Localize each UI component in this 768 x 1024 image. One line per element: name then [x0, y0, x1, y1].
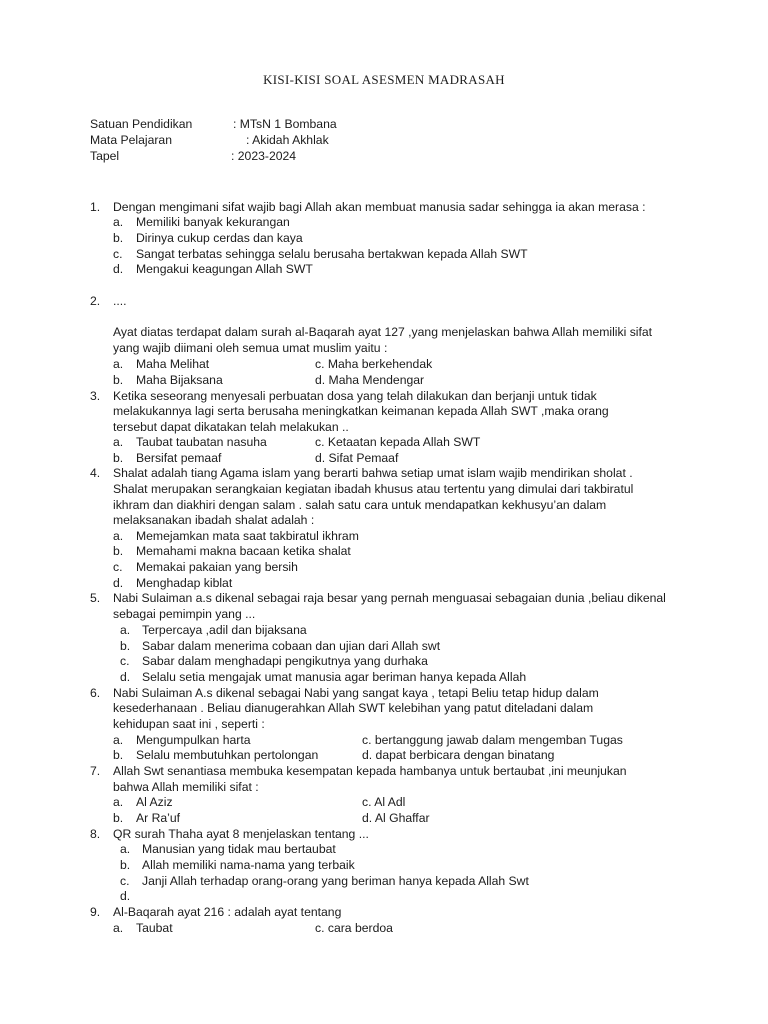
option-text: Mengumpulkan harta — [136, 733, 251, 747]
option-letter: b. — [113, 748, 124, 762]
question-text-line: melakukannya lagi serta berusaha meningkatkan keimanan kepada Allah SWT ,maka orang — [113, 404, 609, 418]
option-text: Menghadap kiblat — [136, 576, 233, 590]
question-text: .... — [113, 294, 127, 308]
question-text: QR surah Thaha ayat 8 menjelaskan tentang ... — [113, 827, 369, 841]
question-text-line: tersebut dapat dikatakan telah melakukan .. — [113, 420, 349, 434]
question-number: 5. — [90, 591, 101, 605]
option-text: Sabar dalam menghadapi pengikutnya yang durhaka — [142, 654, 428, 668]
question-number: 8. — [90, 827, 101, 841]
option-letter: c. — [113, 247, 123, 261]
option-text: Bersifat pemaaf — [136, 451, 222, 465]
document-title: KISI-KISI SOAL ASESMEN MADRASAH — [263, 72, 505, 87]
option-text: c. Al Adl — [362, 795, 406, 809]
option-text: Taubat — [136, 921, 173, 935]
option-text: c. cara berdoa — [315, 921, 393, 935]
question-text-line: yang wajib diimani oleh semua umat muslim yaitu : — [113, 341, 388, 355]
question-text-line: melaksanakan ibadah shalat adalah : — [113, 513, 315, 527]
option-text: Sangat terbatas sehingga selalu berusaha bertakwan kepada Allah SWT — [136, 247, 528, 261]
question-text-line: ikhram dan diakhiri dengan salam . salah satu cara untuk mendapatkan kekhusyu’an dalam — [113, 498, 607, 512]
question-text-line: bahwa Allah memiliki sifat : — [113, 780, 259, 794]
option-letter: a. — [113, 529, 124, 543]
option-letter: a. — [113, 357, 124, 371]
option-text: c. Maha berkehendak — [315, 357, 433, 371]
question-number: 4. — [90, 466, 101, 480]
option-text: Al Aziz — [136, 795, 173, 809]
question-number: 9. — [90, 905, 101, 919]
meta-value: : Akidah Akhlak — [246, 133, 329, 147]
option-letter: b. — [113, 811, 124, 825]
option-text: Selalu setia mengajak umat manusia agar beriman hanya kepada Allah — [142, 670, 527, 684]
option-text: Janji Allah terhadap orang-orang yang beriman hanya kepada Allah Swt — [142, 874, 529, 888]
question-text-line: kehidupan saat ini , seperti : — [113, 717, 265, 731]
option-text: Mengakui keagungan Allah SWT — [136, 262, 313, 276]
option-text: Memahami makna bacaan ketika shalat — [136, 544, 351, 558]
option-text: Memiliki banyak kekurangan — [136, 215, 290, 229]
question-text-line: kesederhanaan . Beliau dianugerahkan Allah SWT kelebihan yang patut diteladani dalam — [113, 701, 594, 715]
meta-label: Satuan Pendidikan — [90, 117, 193, 131]
option-letter: d. — [113, 576, 124, 590]
option-text: d. Maha Mendengar — [315, 373, 425, 387]
question-text: Al-Baqarah ayat 216 : adalah ayat tentang — [113, 905, 342, 919]
question-number: 1. — [90, 200, 101, 214]
question-number: 3. — [90, 389, 101, 403]
option-letter: b. — [113, 451, 124, 465]
question-text-line: Shalat adalah tiang Agama islam yang berarti bahwa setiap umat islam wajib mendirikan sholat . — [113, 466, 633, 480]
question-text-line: Allah Swt senantiasa membuka kesempatan kepada hambanya untuk bertaubat ,ini meunjukan — [113, 764, 627, 778]
option-text: c. Ketaatan kepada Allah SWT — [315, 435, 481, 449]
question-text-line: Nabi Sulaiman a.s dikenal sebagai raja besar yang pernah menguasai sebagaian dunia ,beliau dikenal — [113, 591, 666, 605]
option-text: Taubat taubatan nasuha — [136, 435, 267, 449]
option-text: d. Sifat Pemaaf — [315, 451, 399, 465]
option-text: d. Al Ghaffar — [362, 811, 430, 825]
option-text: Memejamkan mata saat takbiratul ikhram — [136, 529, 359, 543]
option-letter: c. — [120, 654, 130, 668]
option-text: Manusian yang tidak mau bertaubat — [142, 842, 336, 856]
meta-value: : MTsN 1 Bombana — [233, 117, 337, 131]
option-letter: a. — [113, 215, 124, 229]
question-number: 6. — [90, 686, 101, 700]
option-text: Allah memiliki nama-nama yang terbaik — [142, 858, 355, 872]
meta-value: : 2023-2024 — [231, 149, 297, 163]
option-letter: b. — [120, 639, 131, 653]
meta-label: Mata Pelajaran — [90, 133, 172, 147]
option-letter: b. — [113, 231, 124, 245]
option-letter: b. — [120, 858, 131, 872]
question-text-line: sebagai pemimpin yang ... — [113, 607, 256, 621]
option-letter: a. — [113, 733, 124, 747]
option-letter: b. — [113, 373, 124, 387]
option-letter: a. — [113, 435, 124, 449]
option-text: Maha Bijaksana — [136, 373, 223, 387]
question-number: 2. — [90, 294, 101, 308]
option-text: Maha Melihat — [136, 357, 210, 371]
question-text-line: Ketika seseorang menyesali perbuatan dosa yang telah dilakukan dan berjanji untuk tidak — [113, 389, 597, 403]
option-text: Selalu membutuhkan pertolongan — [136, 748, 319, 762]
option-text: d. dapat berbicara dengan binatang — [362, 748, 555, 762]
option-letter: c. — [113, 560, 123, 574]
option-letter: d. — [120, 670, 131, 684]
option-letter: a. — [120, 623, 131, 637]
question-text: Dengan mengimani sifat wajib bagi Allah akan membuat manusia sadar sehingga ia akan merasa : — [113, 200, 646, 214]
option-letter: a. — [120, 842, 131, 856]
option-text: Sabar dalam menerima cobaan dan ujian dari Allah swt — [142, 639, 441, 653]
question-text-line: Nabi Sulaiman A.s dikenal sebagai Nabi yang sangat kaya , tetapi Beliu tetap hidup dalam — [113, 686, 599, 700]
option-text: Ar Ra’uf — [136, 811, 181, 825]
question-text-line: Ayat diatas terdapat dalam surah al-Baqarah ayat 127 ,yang menjelaskan bahwa Allah memiliki sifat — [113, 325, 653, 339]
option-letter: c. — [120, 874, 130, 888]
option-text: Terpercaya ,adil dan bijaksana — [142, 623, 307, 637]
question-text-line: Shalat merupakan serangkaian kegiatan ibadah khusus atau tertentu yang dimulai dari takbiratul — [113, 482, 634, 496]
option-letter: a. — [113, 795, 124, 809]
option-letter: b. — [113, 544, 124, 558]
option-text: Memakai pakaian yang bersih — [136, 560, 298, 574]
meta-label: Tapel — [90, 149, 120, 163]
option-letter: d. — [113, 262, 124, 276]
option-text: c. bertanggung jawab dalam mengemban Tugas — [362, 733, 623, 747]
option-letter: a. — [113, 921, 124, 935]
question-number: 7. — [90, 764, 101, 778]
option-letter: d. — [120, 889, 131, 903]
option-text: Dirinya cukup cerdas dan kaya — [136, 231, 303, 245]
